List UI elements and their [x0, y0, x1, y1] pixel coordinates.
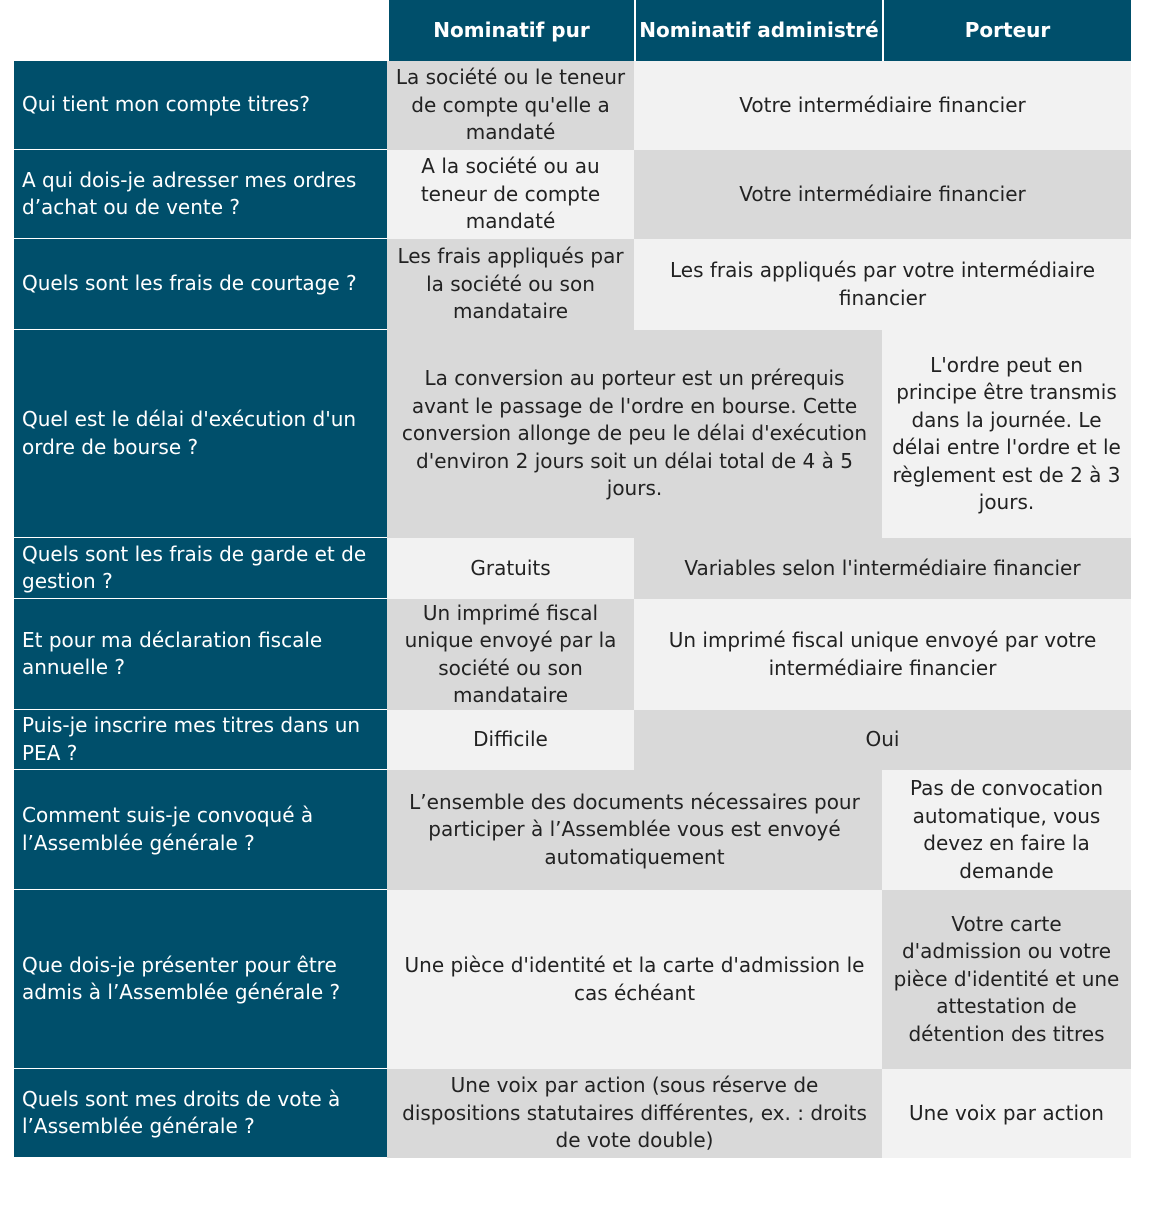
- comparison-table: [14, 0, 1131, 1158]
- row-question: Puis-je inscrire mes titres dans un PEA ?: [14, 710, 387, 770]
- answer-nominatif: Une pièce d'identité et la carte d'admission le cas échéant: [387, 890, 882, 1069]
- row-question: Et pour ma déclaration fiscale annuelle ?: [14, 599, 387, 710]
- header-corner: [14, 0, 387, 61]
- answer-nominatif-pur: Les frais appliqués par la société ou son mandataire: [387, 239, 634, 330]
- answer-administre-porteur: Votre intermédiaire financier: [634, 150, 1131, 239]
- answer-nominatif: L’ensemble des documents nécessaires pour participer à l’Assemblée vous est envoyé automatiquement: [387, 770, 882, 890]
- row-question: Quels sont les frais de garde et de gestion ?: [14, 538, 387, 599]
- header-nominatif-pur: Nominatif pur: [387, 0, 634, 61]
- answer-porteur: Votre carte d'admission ou votre pièce d'identité et une attestation de détention des titres: [882, 890, 1131, 1069]
- answer-porteur: Une voix par action: [882, 1069, 1131, 1158]
- answer-administre-porteur: Un imprimé fiscal unique envoyé par votre intermédiaire financier: [634, 599, 1131, 710]
- answer-administre-porteur: Votre intermédiaire financier: [634, 61, 1131, 150]
- row-question: Quels sont mes droits de vote à l’Assemblée générale ?: [14, 1069, 387, 1158]
- row-question: A qui dois-je adresser mes ordres d’achat ou de vente ?: [14, 150, 387, 239]
- header-nominatif-administre: Nominatif administré: [634, 0, 882, 61]
- answer-nominatif: La conversion au porteur est un prérequis avant le passage de l'ordre en bourse. Cette conversion allonge de peu le délai d'exécution d'environ 2 jours soit un délai total de 4 à 5 jours.: [387, 330, 882, 538]
- row-question: Qui tient mon compte titres?: [14, 61, 387, 150]
- answer-administre-porteur: Oui: [634, 710, 1131, 770]
- answer-porteur: L'ordre peut en principe être transmis dans la journée. Le délai entre l'ordre et le règlement est de 2 à 3 jours.: [882, 330, 1131, 538]
- answer-administre-porteur: Variables selon l'intermédiaire financier: [634, 538, 1131, 599]
- answer-administre-porteur: Les frais appliqués par votre intermédiaire financier: [634, 239, 1131, 330]
- row-question: Quel est le délai d'exécution d'un ordre de bourse ?: [14, 330, 387, 538]
- answer-nominatif-pur: A la société ou au teneur de compte mandaté: [387, 150, 634, 239]
- answer-nominatif-pur: Gratuits: [387, 538, 634, 599]
- answer-nominatif-pur: La société ou le teneur de compte qu'elle a mandaté: [387, 61, 634, 150]
- answer-nominatif-pur: Difficile: [387, 710, 634, 770]
- answer-porteur: Pas de convocation automatique, vous devez en faire la demande: [882, 770, 1131, 890]
- row-question: Comment suis-je convoqué à l’Assemblée générale ?: [14, 770, 387, 890]
- row-question: Que dois-je présenter pour être admis à l’Assemblée générale ?: [14, 890, 387, 1069]
- row-question: Quels sont les frais de courtage ?: [14, 239, 387, 330]
- header-porteur: Porteur: [882, 0, 1131, 61]
- answer-nominatif-pur: Un imprimé fiscal unique envoyé par la société ou son mandataire: [387, 599, 634, 710]
- answer-nominatif: Une voix par action (sous réserve de dispositions statutaires différentes, ex. : droits de vote double): [387, 1069, 882, 1158]
